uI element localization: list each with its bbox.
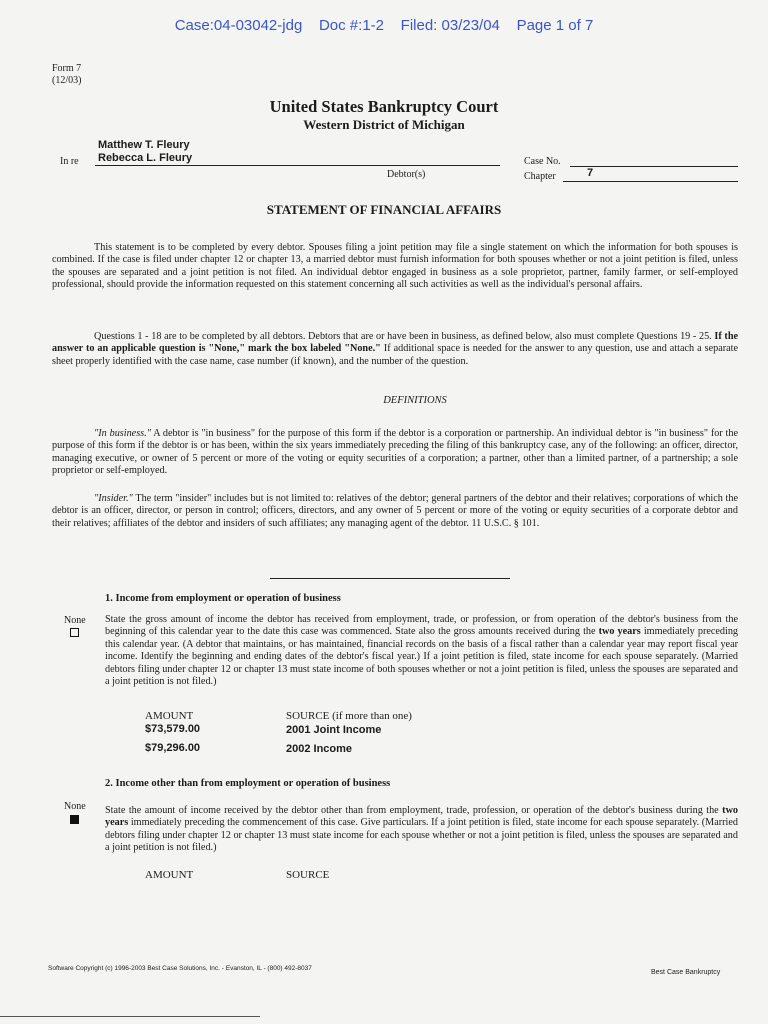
definitions-heading: DEFINITIONS <box>383 395 447 406</box>
section-2-text-b: immediately preceding the commencement of this case. Give particulars. If a joint petition is filed, state income for each spouse separately. (Married debtors filing under chapter 12 or chapter 13 must state income for each spouse whether or not a joint petition is filed, unless the spouses are separated and a joint petition is not filed.) <box>105 817 738 854</box>
section-2-source-header: SOURCE <box>286 869 330 881</box>
definition-in-business-text: A debtor is "in business" for the purpose of this form if the debtor is a corporation or partnership. An individual debtor is "in business" for the purpose of this form if the debtor is or has been, within the six years immediately preceding the filing of this bankruptcy case, any of the following: an officer, director, managing executive, or owner of 5 percent or more of the voting or equity securities of a corporation; a partner, other than a limited partner, of a partnership; a sole proprietor or self-employed. <box>52 428 739 477</box>
form-number: Form 7 <box>52 63 82 74</box>
chapter-underline <box>563 181 738 182</box>
case-number-label: Case No. <box>524 156 561 167</box>
footer-brand: Best Case Bankruptcy <box>651 969 721 976</box>
court-title: United States Bankruptcy Court <box>269 97 499 116</box>
definition-insider-text: The term "insider" includes but is not limited to: relatives of the debtor; general partners of the debtor and their relatives; corporations of which the debtor is an officer, director, or person in control; officers, directors, and any owner of 5 percent or more of the voting or equity securities of a corporate debtor and their relatives; affiliates of the debtor and insiders of such affiliates; any managing agent of the debtor. 11 U.S.C. § 101. <box>52 493 738 529</box>
court-district: Western District of Michigan <box>303 117 465 132</box>
section-2-heading: 2. Income other than from employment or operation of business <box>105 778 391 789</box>
section-1-amount-header: AMOUNT <box>145 710 194 722</box>
section-2-text-bold: two years <box>105 805 739 829</box>
section-2-none-label: None <box>64 801 86 812</box>
chapter-value: 7 <box>587 167 594 179</box>
intro-paragraph-1-text: This statement is to be completed by every debtor. Spouses filing a joint petition may file a single statement on which the information for both spouses is combined. If the case is filed under chapter 12 or chapter 13, a married debtor must furnish information for both spouses whether or not a joint petition is filed, unless the spouses are separated and a joint petition is not filed. An individual debtor engaged in business as a sole proprietor, partner, family farmer, or self-employed professional, should provide the information requested on this statement concerning all such activities as well as the individual's personal affairs. <box>52 242 738 291</box>
section-1-source-header: SOURCE (if more than one) <box>286 710 412 722</box>
section-1-source-1: 2001 Joint Income <box>286 724 382 736</box>
section-1-text-a: State the gross amount of income the debtor has received from employment, trade, or profession, or from operation of the debtor's business from the beginning of this calendar year to the date this case was commenced. State also the gross amounts received during the <box>105 614 738 638</box>
section-2-amount-header: AMOUNT <box>145 869 194 881</box>
intro-paragraph-1 <box>52 242 738 292</box>
definition-insider <box>52 493 738 530</box>
section-1-text-b: immediately preceding this calendar year. (A debtor that maintains, or has maintained, financial records on the basis of a fiscal rather than a calendar year may report fiscal year income. Identify the beginning and ending dates of the debtor's fiscal year.) If a joint petition is filed, state income for each spouse separately. (Married debtors filing under chapter 12 or chapter 13 must state income of both spouses whether or not a joint petition is filed, unless the spouses are separated and a joint petition is not filed.) <box>105 626 739 688</box>
bottom-edge-line <box>0 1016 260 1017</box>
intro-paragraph-2-text-a: Questions 1 - 18 are to be completed by all debtors. Debtors that are or have been in business, as defined below, also must complete Questions 19 - 25. <box>94 331 712 342</box>
definition-insider-term: "Insider." <box>94 493 133 504</box>
court-filing-stamp: Case:04-03042-jdg Doc #:1-2 Filed: 03/23/04 Page 1 of 7 <box>174 17 594 34</box>
section-1-text-bold: two years <box>598 626 641 638</box>
section-divider <box>270 578 510 579</box>
intro-paragraph-2-text-c: If additional space is needed for the answer to any question, use and attach a separate sheet properly identified with the case name, case number (if known), and the number of the question. <box>52 343 738 367</box>
form-revision: (12/03) <box>52 75 82 86</box>
definition-in-business-term: "In business." <box>94 428 151 439</box>
section-1-none-checkbox[interactable] <box>70 628 79 637</box>
section-1-amount-2: $79,296.00 <box>145 742 201 754</box>
section-1-amount-1: $73,579.00 <box>145 723 201 735</box>
debtor-name-1: Matthew T. Fleury <box>98 139 190 151</box>
debtor-name-2: Rebecca L. Fleury <box>98 152 193 164</box>
intro-paragraph-2 <box>52 331 738 368</box>
footer-copyright: Software Copyright (c) 1996-2003 Best Case Solutions, Inc. - Evanston, IL - (800) 492-8037 <box>48 965 312 972</box>
in-re-label: In re <box>60 156 79 167</box>
section-1-none-label: None <box>64 615 86 626</box>
case-number-underline <box>570 166 738 167</box>
section-1-heading: 1. Income from employment or operation of business <box>105 593 341 604</box>
chapter-label: Chapter <box>524 171 556 182</box>
intro-paragraph-2-text-bold: If the answer to an applicable question is "None," mark the box labeled "None." <box>52 331 739 355</box>
debtor-underline <box>95 165 500 166</box>
definition-in-business <box>52 428 738 478</box>
section-2-none-checkbox[interactable] <box>70 815 79 824</box>
section-2-text-a: State the amount of income received by the debtor other than from employment, trade, profession, or operation of the debtor's business during the <box>105 805 719 816</box>
section-1-source-2: 2002 Income <box>286 743 353 755</box>
statement-title: STATEMENT OF FINANCIAL AFFAIRS <box>266 202 502 217</box>
section-1-text <box>105 614 738 688</box>
debtors-label: Debtor(s) <box>387 169 426 180</box>
section-2-text <box>105 805 738 855</box>
